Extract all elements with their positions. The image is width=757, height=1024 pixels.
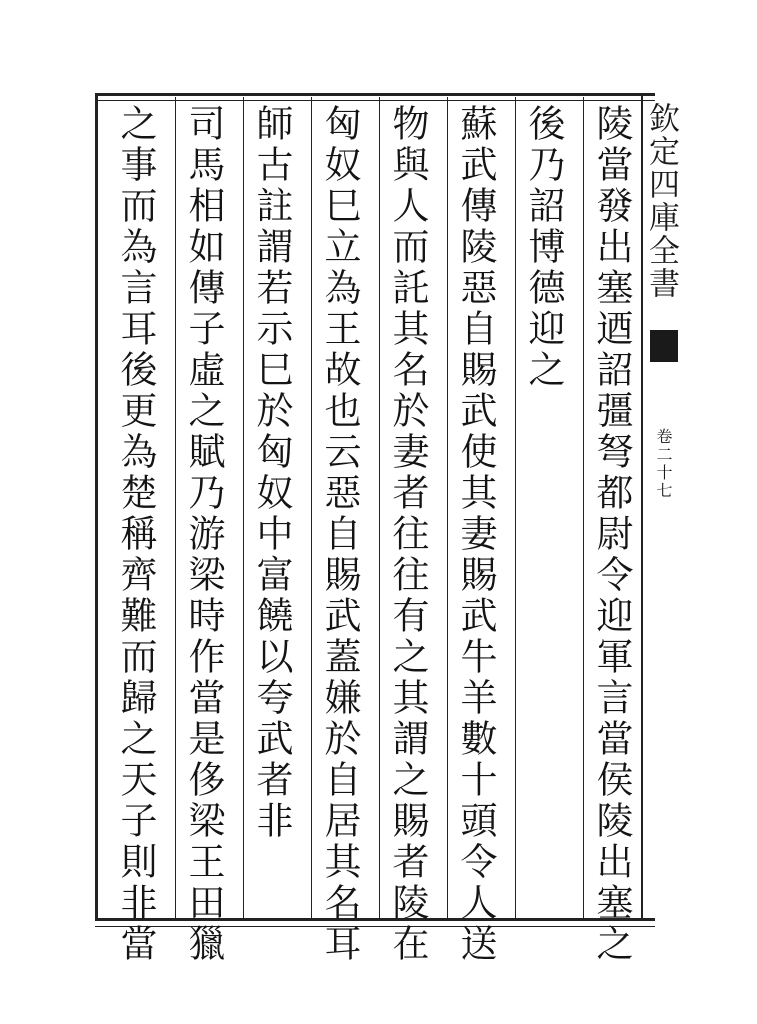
text-column-8: 之事而為言耳後更為楚稱齊難而歸之天子則非當	[114, 104, 157, 965]
bottom-border-inner	[95, 926, 655, 927]
column-divider	[379, 97, 380, 919]
text-column-1: 陵當發出塞迺詔彊弩都尉令迎軍言當侯陵出塞之	[590, 104, 633, 965]
volume-number: 卷二十七	[654, 428, 673, 500]
column-divider	[515, 97, 516, 919]
column-divider	[175, 97, 176, 919]
top-border	[95, 93, 655, 96]
text-column-5: 匈奴巳立為王故也云惡自賜武蓋嫌於自居其名耳	[318, 104, 361, 965]
text-column-2: 後乃詔博德迎之	[522, 104, 565, 391]
text-column-6: 師古註謂若示巳於匈奴中富饒以夸武者非	[250, 104, 293, 842]
fish-tail-mark	[650, 330, 678, 362]
text-column-3: 蘇武傳陵惡自賜武使其妻賜武牛羊數十頭令人送	[454, 104, 497, 965]
bottom-border	[95, 918, 655, 921]
text-column-7: 司馬相如傳子虛之賦乃游梁時作當是侈梁王田獵	[182, 104, 225, 965]
left-border	[95, 95, 98, 921]
top-border-inner	[95, 100, 655, 101]
column-divider	[583, 97, 584, 919]
column-divider	[243, 97, 244, 919]
book-title: 欽定四庫全書	[643, 102, 679, 300]
text-column-4: 物與人而託其名於妻者往往有之其謂之賜者陵在	[386, 104, 429, 965]
column-divider	[447, 97, 448, 919]
column-divider	[311, 97, 312, 919]
